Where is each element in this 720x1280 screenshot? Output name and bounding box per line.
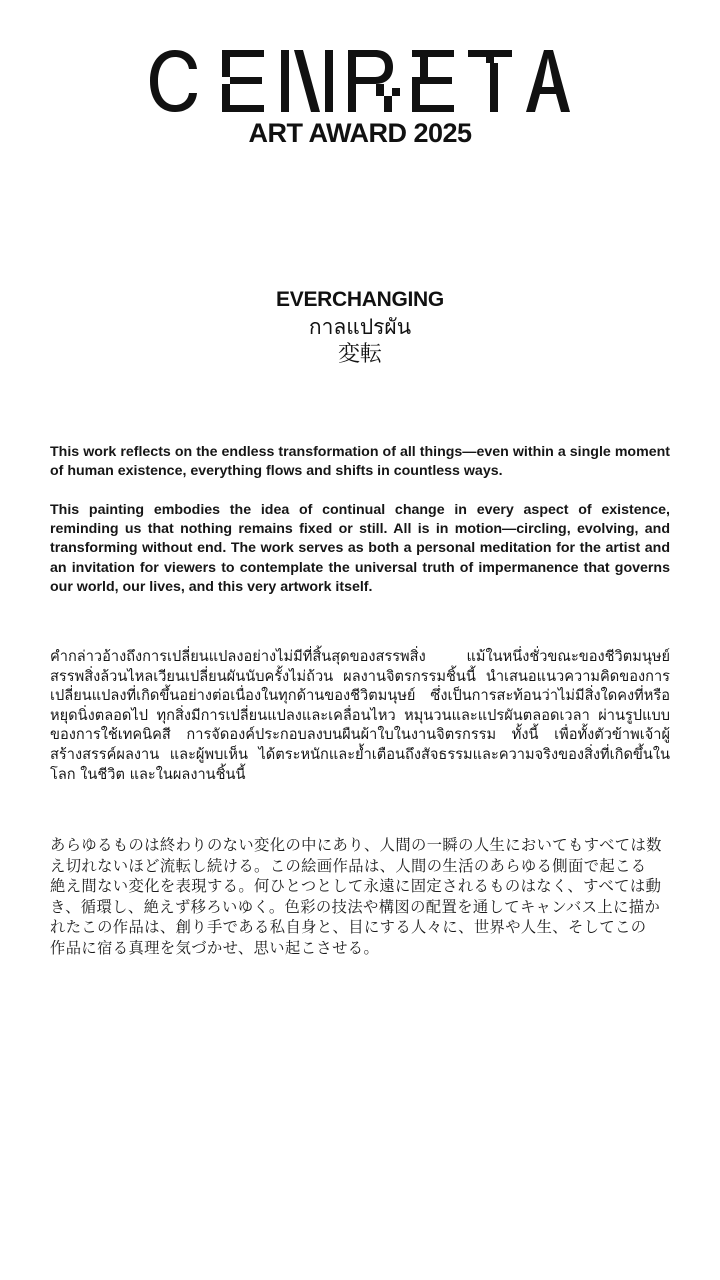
artwork-title-block [0,286,720,369]
logo-letter-n [281,50,333,112]
artwork-title-japanese: 変転 [337,342,382,367]
description-english-intro: This work reflects on the endless transformation of all things—even within a single moment of human existence, everything flows and shifts in countless ways. [50,444,670,480]
logo-letter-e1 [222,50,264,112]
logo-letter-c [150,50,197,112]
description-japanese: あらゆるものは終わりのない変化の中にあり、人間の一瞬の人生においてもすべては数え切れないほど流転し続ける。この絵画作品は、人間の生活のあらゆる側面で起こる絶え間ない変化を表現する。何ひとつとして永遠に固定されるものはなく、すべては動き、循環し、絶えず移ろいゆく。色彩の技法や構図の配置を通してキャンバス上に描かれたこの作品は、創り手である私自身と、目にする人々に、世界や人生、そしてこの作品に宿る真理を気づかせ、思い起こさせる。 [50,836,662,957]
logo-letter-r [348,50,400,112]
cenreta-logo [150,50,570,112]
logo-letter-e2 [412,50,454,112]
award-subtitle: ART AWARD 2025 [248,118,472,148]
artwork-title-english: EVERCHANGING [276,288,444,311]
description-thai: คำกล่าวอ้างถึงการเปลี่ยนแปลงอย่างไม่มีที่สิ้นสุดของสรรพสิ่ง แม้ในหนึ่งชั่วขณะของชีวิตมนุษย์ สรรพสิ่งล้วนไหลเวียนเปลี่ยนผันนับครั้งไม่ถ้วน ผลงานจิตรกรรมชิ้นนี้ นำเสนอแนวความคิดของการเปลี่ยนแปลงที่เกิดขึ้นอย่างต่อเนื่องในทุกด้านของชีวิตมนุษย์ ซึ่งเป็นการสะท้อนว่าไม่มีสิ่งใดคงที่หรือหยุดนิ่งตลอดไป ทุกสิ่งมีการเปลี่ยนแปลงและเคลื่อนไหว หมุนวนและแปรผันตลอดเวลา ผ่านรูปแบบของการใช้เทคนิคสี การจัดองค์ประกอบลงบนผืนผ้าใบในงานจิตรกรรม ทั้งนี้ เพื่อทั้งตัวข้าพเจ้าผู้สร้างสรรค์ผลงาน และผู้พบเห็น ได้ตระหนักและย้ำเตือนถึงสัจธรรมและความจริงของสิ่งที่เกิดขึ้นในโลก ในชีวิต และในผลงานชิ้นนี้ [50,648,670,783]
description-english-body: This painting embodies the idea of continual change in every aspect of existence, reminding us that nothing remains fixed or still. All is in motion—circling, evolving, and transforming without end. The work serves as both a personal meditation for the artist and an invitation for viewers to contemplate the universal truth of impermanence that governs our world, our lives, and this very artwork itself. [50,502,670,595]
logo-letter-a [526,50,570,112]
logo-letter-t [468,50,512,112]
logo-wordmark [150,50,570,112]
artwork-title-thai: กาลแปรผัน [308,315,412,339]
